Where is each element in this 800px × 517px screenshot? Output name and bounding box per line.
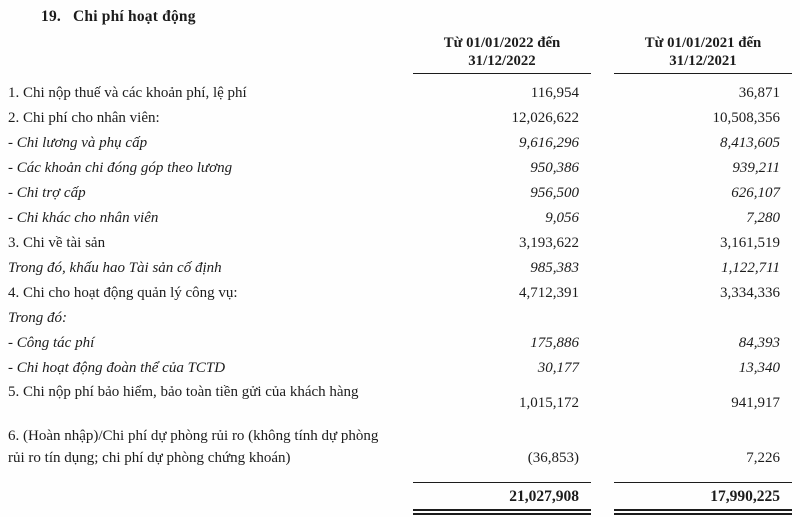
- row-value-2021: 84,393: [738, 335, 780, 351]
- row-value-2021: 7,280: [746, 210, 780, 226]
- row-label: - Chi khác cho nhân viên: [8, 210, 159, 226]
- table-row: [8, 306, 792, 331]
- table-row: [8, 156, 792, 181]
- table-row: [8, 331, 792, 356]
- row-value-2022: 30,177: [537, 360, 579, 376]
- row-label: - Chi trợ cấp: [8, 185, 86, 201]
- row-label: Trong đó:: [8, 310, 68, 326]
- row-value-2022: 956,500: [530, 185, 579, 201]
- table-row: [8, 81, 792, 106]
- row-value-2022: 116,954: [530, 85, 579, 101]
- row-label: 1. Chi nộp thuế và các khoản phí, lệ phí: [8, 85, 247, 101]
- total-value-2022: 21,027,908: [413, 482, 591, 515]
- table-row: [8, 281, 792, 306]
- period-2021-line1: Từ 01/01/2021 đến: [644, 35, 762, 51]
- row-label: 5. Chi nộp phí bảo hiểm, bảo toàn tiền gửi của khách hàng: [8, 384, 359, 400]
- total-row: [8, 482, 792, 515]
- row-value-2021: 10,508,356: [712, 110, 780, 126]
- row-value-2022: (36,853): [527, 450, 579, 466]
- row-value-2021: 7,226: [746, 450, 780, 466]
- row-value-2022: 12,026,622: [511, 110, 579, 126]
- row-value-2021: 36,871: [738, 85, 780, 101]
- row-label: 4. Chi cho hoạt động quản lý công vụ:: [8, 285, 238, 301]
- table-row: [8, 206, 792, 231]
- row-value-2022: 4,712,391: [519, 285, 579, 301]
- period-2022-line2: 31/12/2022: [468, 53, 536, 69]
- table-row: [8, 425, 792, 469]
- row-label: - Công tác phí: [8, 335, 95, 351]
- row-value-2021: 3,161,519: [720, 235, 780, 251]
- table-row: [8, 356, 792, 381]
- row-label: - Chi lương và phụ cấp: [8, 135, 148, 151]
- table-row: [8, 181, 792, 206]
- row-value-2022: 1,015,172: [519, 395, 579, 411]
- row-value-2021: 939,211: [732, 160, 780, 176]
- row-label: - Các khoản chi đóng góp theo lương: [8, 160, 233, 176]
- total-spacer: [8, 482, 390, 515]
- row-label: Trong đó, khấu hao Tài sản cố định: [8, 260, 222, 276]
- row-value-2021: 13,340: [738, 360, 780, 376]
- section-title-text: Chi phí hoạt động: [72, 8, 196, 25]
- row-label: 3. Chi về tài sản: [8, 235, 106, 251]
- table-header-row: [8, 34, 792, 74]
- row-value-2022: 9,616,296: [519, 135, 579, 151]
- row-value-2021: 941,917: [731, 395, 780, 411]
- row-value-2021: 1,122,711: [721, 260, 780, 276]
- row-value-2021: [614, 306, 792, 331]
- row-value-2022: 3,193,622: [519, 235, 579, 251]
- column-header-2022: [413, 34, 591, 74]
- row-value-2022: [413, 306, 591, 331]
- row-value-2022: 9,056: [545, 210, 579, 226]
- row-value-2022: 985,383: [530, 260, 579, 276]
- table-row: [8, 131, 792, 156]
- header-spacer: [8, 34, 390, 74]
- expenses-table: [8, 34, 792, 515]
- column-header-2021: [614, 34, 792, 74]
- row-value-2021: 8,413,605: [720, 135, 780, 151]
- table-row: [8, 106, 792, 131]
- table-row: [8, 256, 792, 281]
- table-row: [8, 381, 792, 425]
- row-label: 2. Chi phí cho nhân viên:: [8, 110, 160, 126]
- section-title: [41, 8, 196, 26]
- row-label: 6. (Hoàn nhập)/Chi phí dự phòng rủi ro (không tính dự phòng rủi ro tín dụng; chi phí dự phòng chứng khoán): [8, 428, 379, 466]
- section-number: 19.: [41, 8, 61, 25]
- period-2021-line2: 31/12/2021: [669, 53, 737, 69]
- row-value-2021: 3,334,336: [720, 285, 780, 301]
- table-body: [8, 81, 792, 469]
- row-value-2022: 950,386: [530, 160, 579, 176]
- row-value-2022: 175,886: [530, 335, 579, 351]
- period-2022-line1: Từ 01/01/2022 đến: [443, 35, 561, 51]
- table-row: [8, 231, 792, 256]
- row-value-2021: 626,107: [731, 185, 780, 201]
- row-label: - Chi hoạt động đoàn thể của TCTD: [8, 360, 226, 376]
- total-value-2021: 17,990,225: [614, 482, 792, 515]
